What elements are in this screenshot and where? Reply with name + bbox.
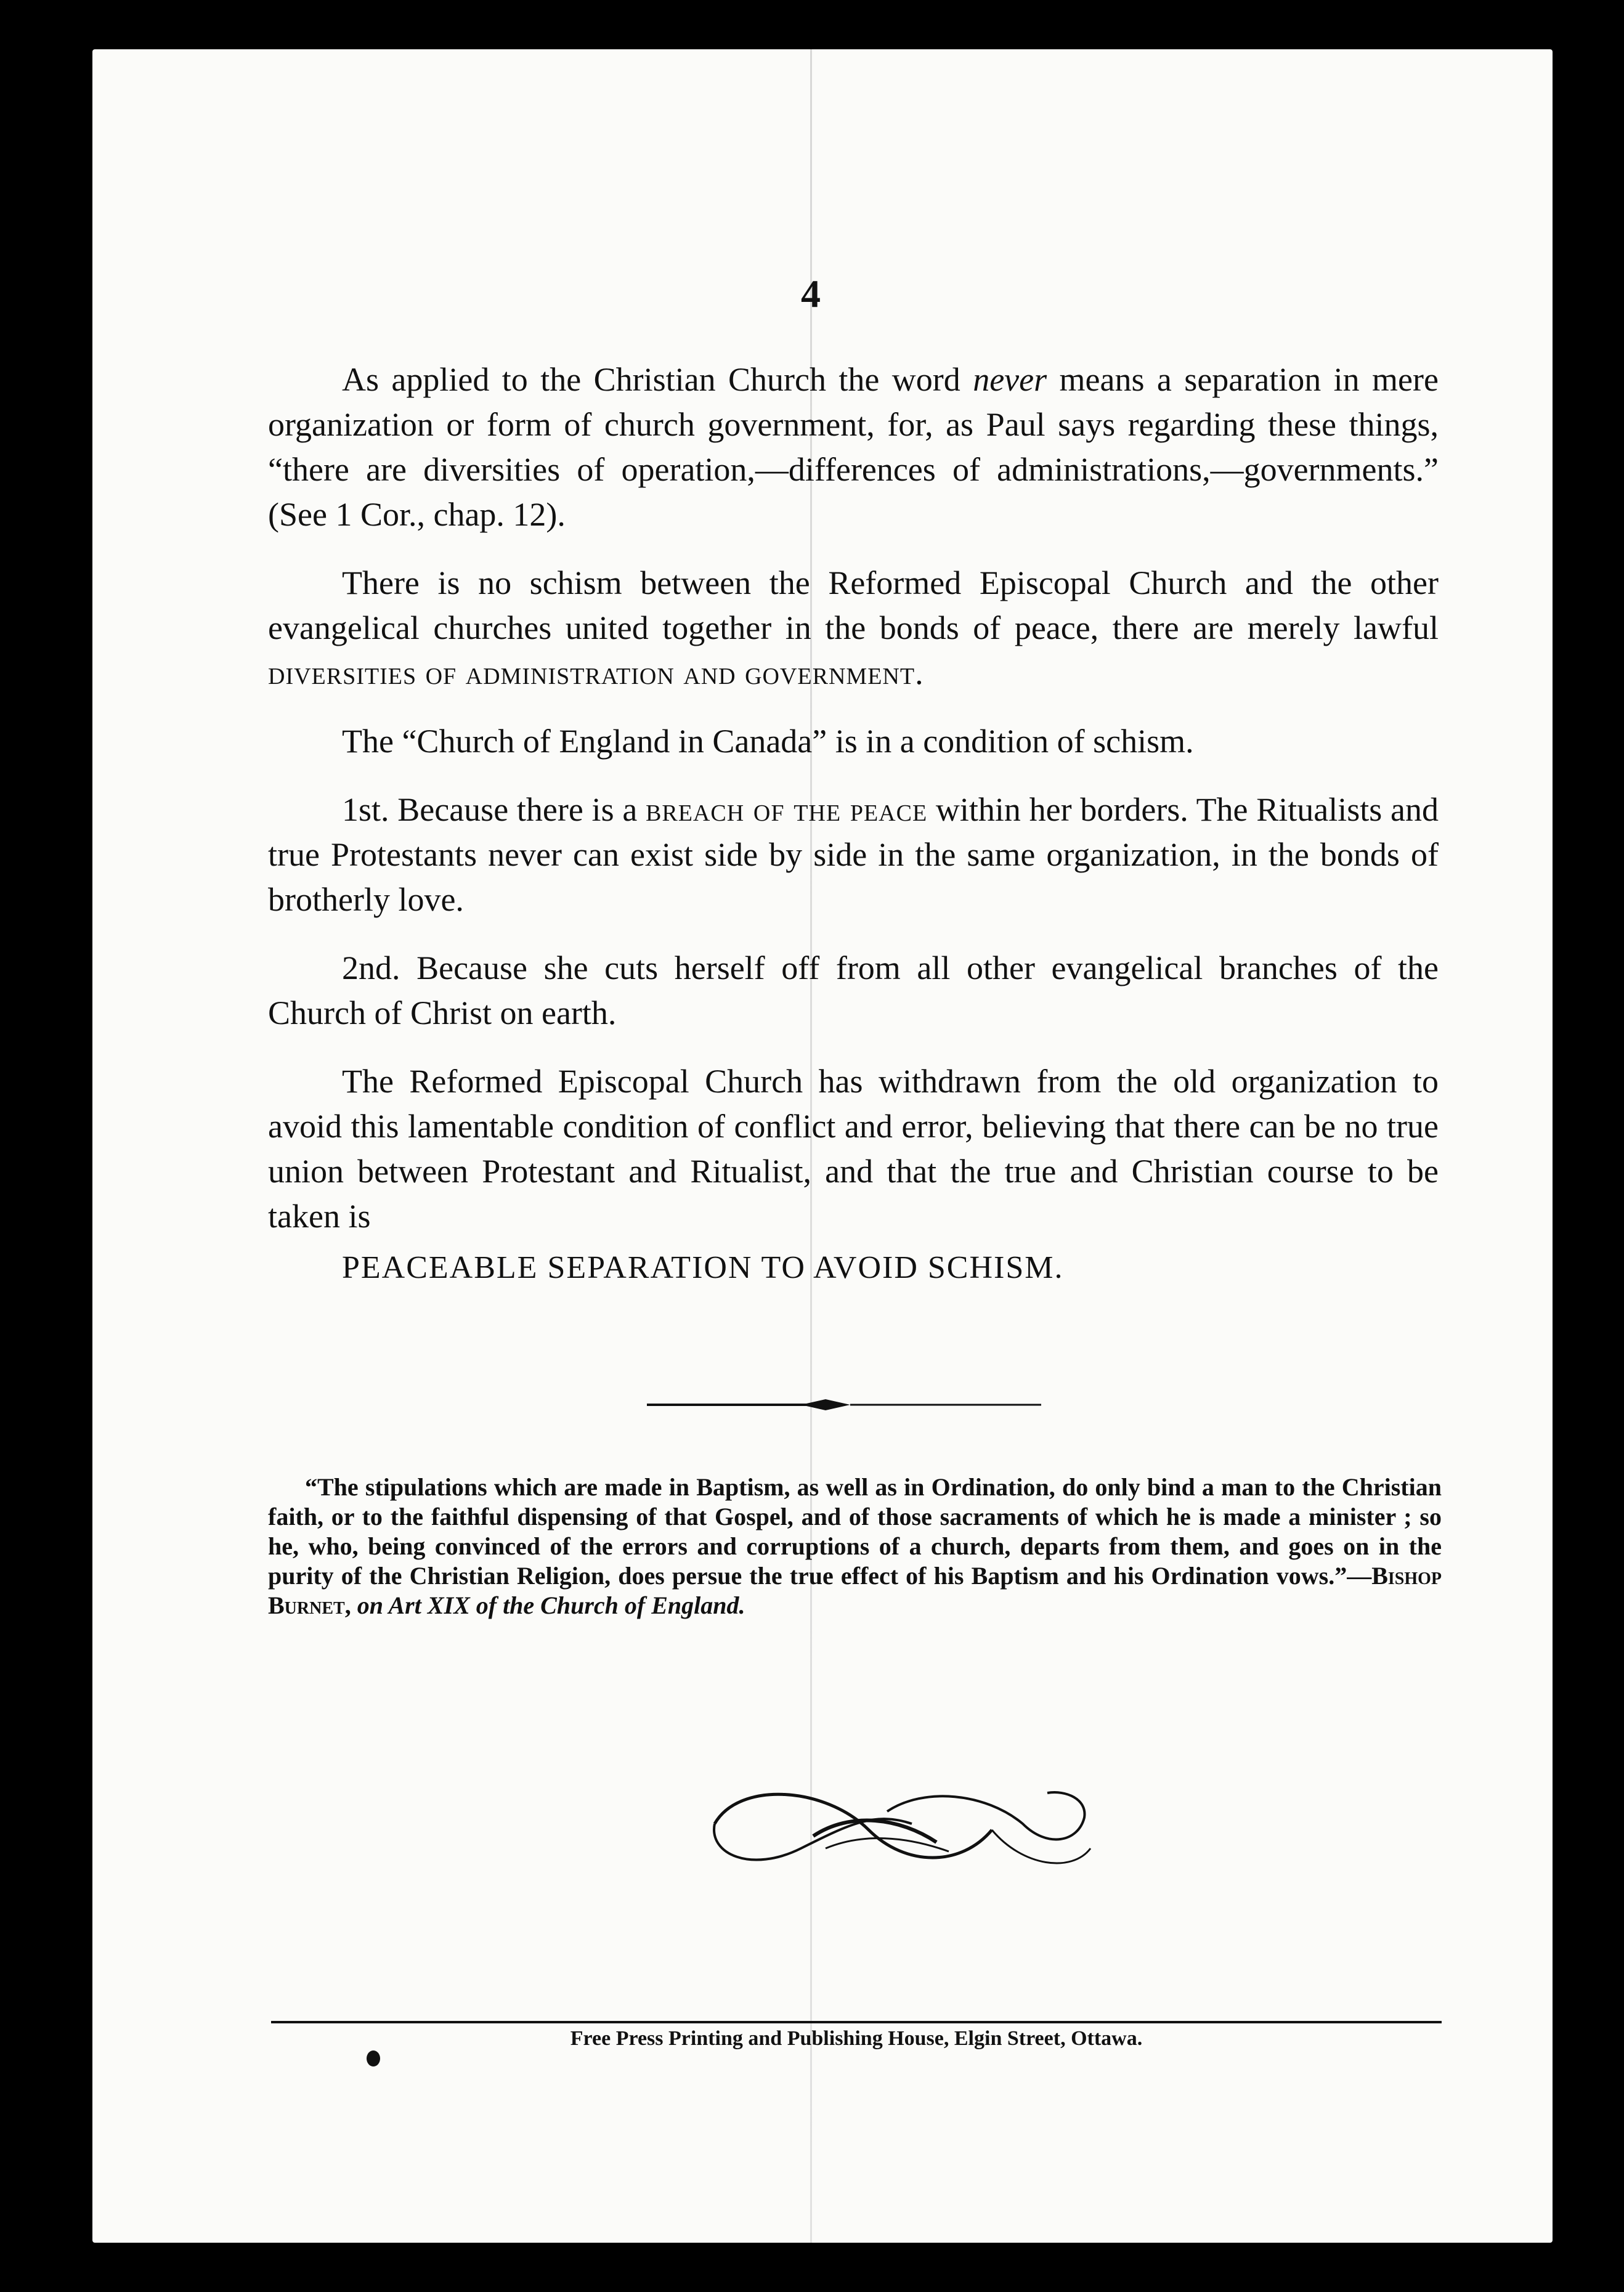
body-text xyxy=(268,357,1439,1314)
ink-blot xyxy=(367,2050,380,2066)
quotation xyxy=(268,1473,1442,1620)
quotation-source: on Art XIX of the Church of England. xyxy=(357,1591,745,1619)
paragraph-1-text: As applied to the Christian Church the word xyxy=(342,361,973,398)
paragraph-1-text-end: means a separation in mere organization or form of church government, for, as Paul says regarding these things, “there are diversities of operation,—differences of administrations,—governments.” (See 1 Cor., chap. 12). xyxy=(268,361,1439,533)
paragraph-1-emphasis: never xyxy=(973,361,1047,398)
paragraph-4-text-end: within her borders. The Ritualists and true Protestants never can exist side by side in the same organization, in the bonds of brotherly love. xyxy=(268,791,1439,918)
paragraph-2-text: There is no schism between the Reformed Episcopal Church and the other evangelical churches united together in the bonds of peace, there are merely lawful xyxy=(268,564,1439,646)
paragraph-4 xyxy=(268,787,1439,922)
quotation-author: Bishop Burnet, xyxy=(268,1562,1442,1619)
paragraph-4-small-caps: breach of the peace xyxy=(646,791,928,828)
paragraph-3: The “Church of England in Canada” is in a condition of schism. xyxy=(342,723,1194,760)
closing-statement: PEACEABLE SEPARATION TO AVOID SCHISM. xyxy=(342,1250,1064,1285)
ornamental-rule xyxy=(647,1396,1041,1414)
paragraph-6: The Reformed Episcopal Church has withdrawn from the old organization to avoid this lamentable condition of conflict and error, believing that there can be no true union between Protestant and Ritualist, and that the true and Christian course to be taken is xyxy=(268,1063,1439,1235)
paragraph-5: 2nd. Because she cuts herself off from all other evangelical branches of the Church of Christ on earth. xyxy=(268,949,1439,1031)
paragraph-1 xyxy=(268,357,1439,537)
quotation-text: “The stipulations which are made in Baptism, as well as in Ordination, do only bind a man to the Christian faith, or to the faithful dispensing of that Gospel, and of those sacraments of which he is made a minister ; so he, who, being convinced of the errors and corruptions of a church, departs from them, and goes on in the purity of the Christian Religion, does persue the true effect of his Baptism and his Ordination vows.”— xyxy=(268,1473,1442,1590)
paragraph-2-small-caps: diversities of administration and government. xyxy=(268,654,924,691)
document-page xyxy=(92,49,1553,2243)
decorative-flourish xyxy=(702,1774,1097,1885)
printer-imprint: Free Press Printing and Publishing House, Elgin Street, Ottawa. xyxy=(570,2027,1143,2050)
paragraph-4-text: 1st. Because there is a xyxy=(342,791,646,828)
paragraph-2 xyxy=(268,561,1439,696)
page-number: 4 xyxy=(801,272,821,315)
footer-rule xyxy=(271,2021,1442,2023)
